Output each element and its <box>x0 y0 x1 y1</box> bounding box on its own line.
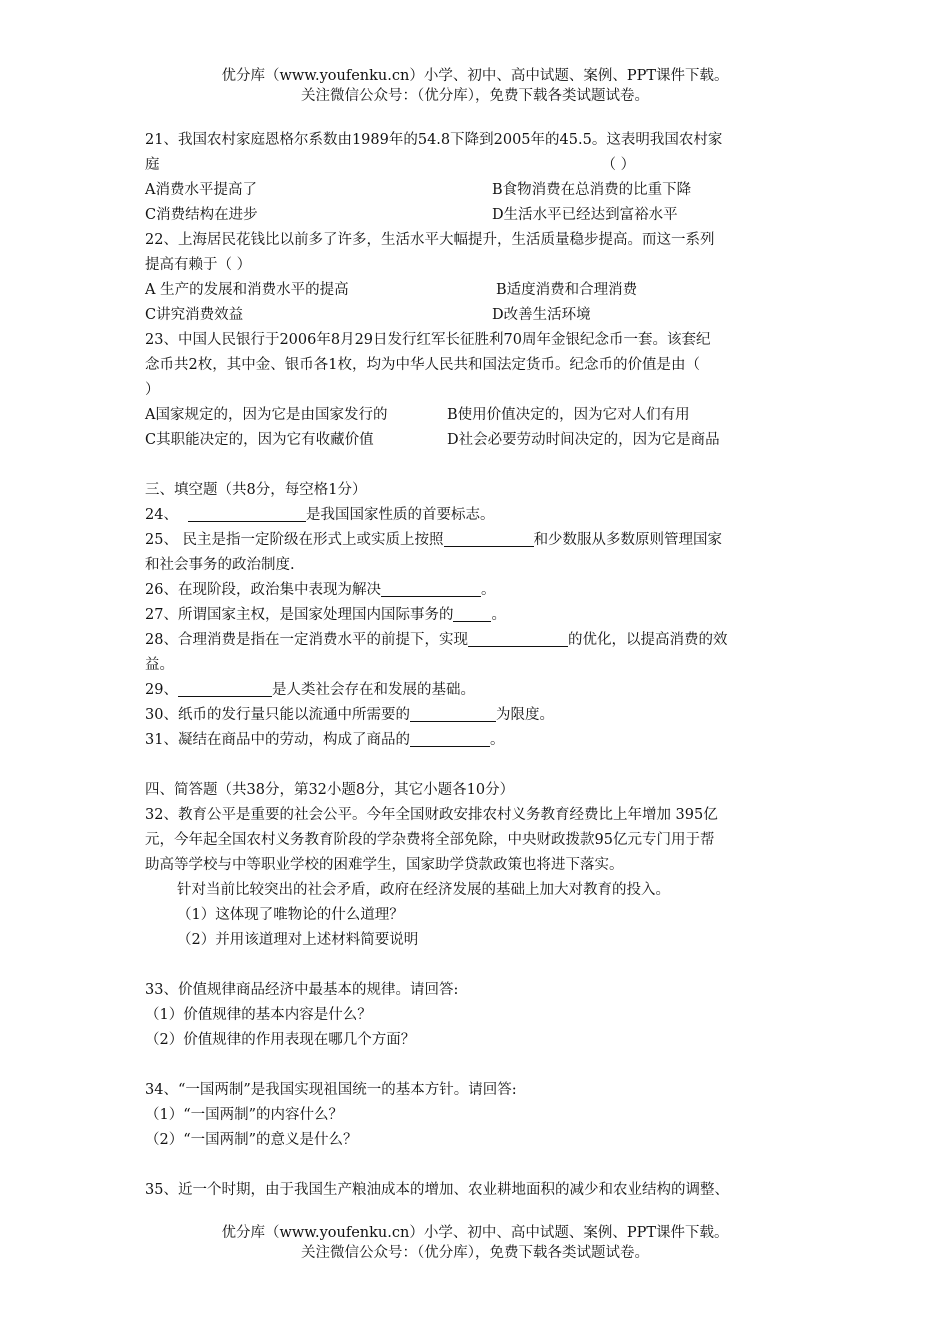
q32-line-1: 32、教育公平是重要的社会公平。今年全国财政安排农村义务教育经费比上年增加 395亿 <box>145 807 718 823</box>
q30-end: 为限度。 <box>495 707 554 723</box>
q33-sub-1: （1）价值规律的基本内容是什么？ <box>145 1007 372 1023</box>
section-4-title: 四、简答题（共38分，第32小题8分，其它小题各10分） <box>145 782 515 798</box>
q23-line-1: 23、中国人民银行于2006年8月29日发行红军长征胜利70周年金银纪念币一套。该套纪 <box>145 332 711 348</box>
q27 <box>145 603 810 628</box>
q22-option-d: D改善生活环境 <box>492 307 591 323</box>
q31-blank <box>410 730 490 747</box>
footer-line-1: 优分库（www.youfenku.cn）小学、初中、高中试题、案例、PPT课件下载。 <box>221 1225 729 1241</box>
q31 <box>145 728 810 753</box>
page-footer <box>0 1223 950 1263</box>
q22-options-ab <box>145 278 810 303</box>
q21-option-c: C消费结构在进步 <box>145 207 258 223</box>
header-line-1: 优分库（www.youfenku.cn）小学、初中、高中试题、案例、PPT课件下载。 <box>221 68 729 84</box>
q28-text-end: 的优化，以提高消费的效 <box>567 632 728 648</box>
q28-line-2: 益。 <box>145 657 174 673</box>
q29 <box>145 678 810 703</box>
q29-text: 是人类社会存在和发展的基础。 <box>271 682 475 698</box>
q34-sub-2: （2）“一国两制”的意义是什么？ <box>145 1132 358 1148</box>
q24-text: 是我国国家性质的首要标志。 <box>305 507 495 523</box>
q21-options-ab <box>145 178 810 203</box>
q24-blank <box>188 505 306 522</box>
q27-blank <box>453 605 491 622</box>
q23-option-d: D社会必要劳动时间决定的，因为它是商品 <box>447 432 720 448</box>
q21-line-2 <box>145 153 810 178</box>
q25-line-2: 和社会事务的政治制度. <box>145 557 295 573</box>
q21-option-a: A消费水平提高了 <box>145 182 257 198</box>
q30-text: 30、纸币的发行量只能以流通中所需要的 <box>145 707 410 723</box>
q32-line-3: 助高等学校与中等职业学校的困难学生，国家助学贷款政策也将进下落实。 <box>145 857 624 873</box>
page-header <box>0 66 950 106</box>
q28-blank <box>468 630 568 647</box>
q24-number: 24、 <box>145 507 178 523</box>
q34-sub-1: （1）“一国两制”的内容什么？ <box>145 1107 344 1123</box>
q34-line-1: 34、“一国两制”是我国实现祖国统一的基本方针。请回答: <box>145 1082 517 1098</box>
q29-blank <box>178 680 272 697</box>
q22-option-c: C讲究消费效益 <box>145 307 244 323</box>
q29-number: 29、 <box>145 682 178 698</box>
q25-blank <box>444 530 534 547</box>
q25-text-end: 和少数服从多数原则管理国家 <box>533 532 723 548</box>
q33-sub-2: （2）价值规律的作用表现在哪几个方面？ <box>145 1032 416 1048</box>
q22-option-a: A 生产的发展和消费水平的提高 <box>145 282 349 298</box>
q23-options-ab <box>145 403 810 428</box>
q23-option-a: A国家规定的，因为它是由国家发行的 <box>145 407 388 423</box>
q23-line-2: 念币共2枚，其中金、银币各1枚，均为中华人民共和国法定货币。纪念币的价值是由（ <box>145 357 700 373</box>
q35-line-1: 35、近一个时期，由于我国生产粮油成本的增加、农业耕地面积的减少和农业结构的调整、 <box>145 1182 729 1198</box>
q27-end: 。 <box>491 607 506 623</box>
q21-options-cd <box>145 203 810 228</box>
q32-line-4: 针对当前比较突出的社会矛盾，政府在经济发展的基础上加大对教育的投入。 <box>177 882 670 898</box>
q21-option-d: D生活水平已经达到富裕水平 <box>492 207 678 223</box>
q22-line-1: 22、上海居民花钱比以前多了许多，生活水平大幅提升，生活质量稳步提高。而这一系列 <box>145 232 715 248</box>
q22-option-b: B适度消费和合理消费 <box>496 282 638 298</box>
q30 <box>145 703 810 728</box>
q26-blank <box>381 580 481 597</box>
q28-text-start: 28、合理消费是指在一定消费水平的前提下，实现 <box>145 632 468 648</box>
q25 <box>145 528 810 553</box>
q23-options-cd <box>145 428 810 453</box>
q22-options-cd <box>145 303 810 328</box>
q32-sub-2: （2）并用该道理对上述材料简要说明 <box>177 932 419 948</box>
footer-line-2: 关注微信公众号：（优分库），免费下载各类试题试卷。 <box>301 1245 649 1261</box>
q30-blank <box>410 705 496 722</box>
header-line-2: 关注微信公众号：（优分库），免费下载各类试题试卷。 <box>301 88 649 104</box>
q28 <box>145 628 810 653</box>
q32-line-2: 元，今年起全国农村义务教育阶段的学杂费将全部免除，中央财政拨款95亿元专门用于帮 <box>145 832 715 848</box>
q33-line-1: 33、价值规律商品经济中最基本的规律。请回答: <box>145 982 459 998</box>
q23-option-b: B使用价值决定的，因为它对人们有用 <box>447 407 690 423</box>
q25-text-start: 25、 民主是指一定阶级在形式上或实质上按照 <box>145 532 444 548</box>
q22-line-2: 提高有赖于（ ） <box>145 257 252 273</box>
q27-text: 27、所谓国家主权，是国家处理国内国际事务的 <box>145 607 454 623</box>
q21-answer-paren: （ ） <box>601 157 636 173</box>
document-body <box>145 128 810 1203</box>
q32-sub-1: （1）这体现了唯物论的什么道理？ <box>177 907 404 923</box>
q31-end: 。 <box>489 732 505 748</box>
q26 <box>145 578 810 603</box>
section-3-title: 三、填空题（共8分，每空格1分） <box>145 482 367 498</box>
q26-end: 。 <box>480 582 496 598</box>
q31-text: 31、凝结在商品中的劳动，构成了商品的 <box>145 732 410 748</box>
q24 <box>145 503 810 528</box>
q21-line-1: 21、我国农村家庭恩格尔系数由1989年的54.8下降到2005年的45.5。这表明我国农村家 <box>145 132 723 148</box>
q26-text: 26、在现阶段，政治集中表现为解决 <box>145 582 381 598</box>
q23-option-c: C其职能决定的，因为它有收藏价值 <box>145 432 374 448</box>
q21-option-b: B食物消费在总消费的比重下降 <box>492 182 692 198</box>
q23-line-3: ） <box>145 382 160 398</box>
q21-stem-end: 庭 <box>145 157 160 173</box>
